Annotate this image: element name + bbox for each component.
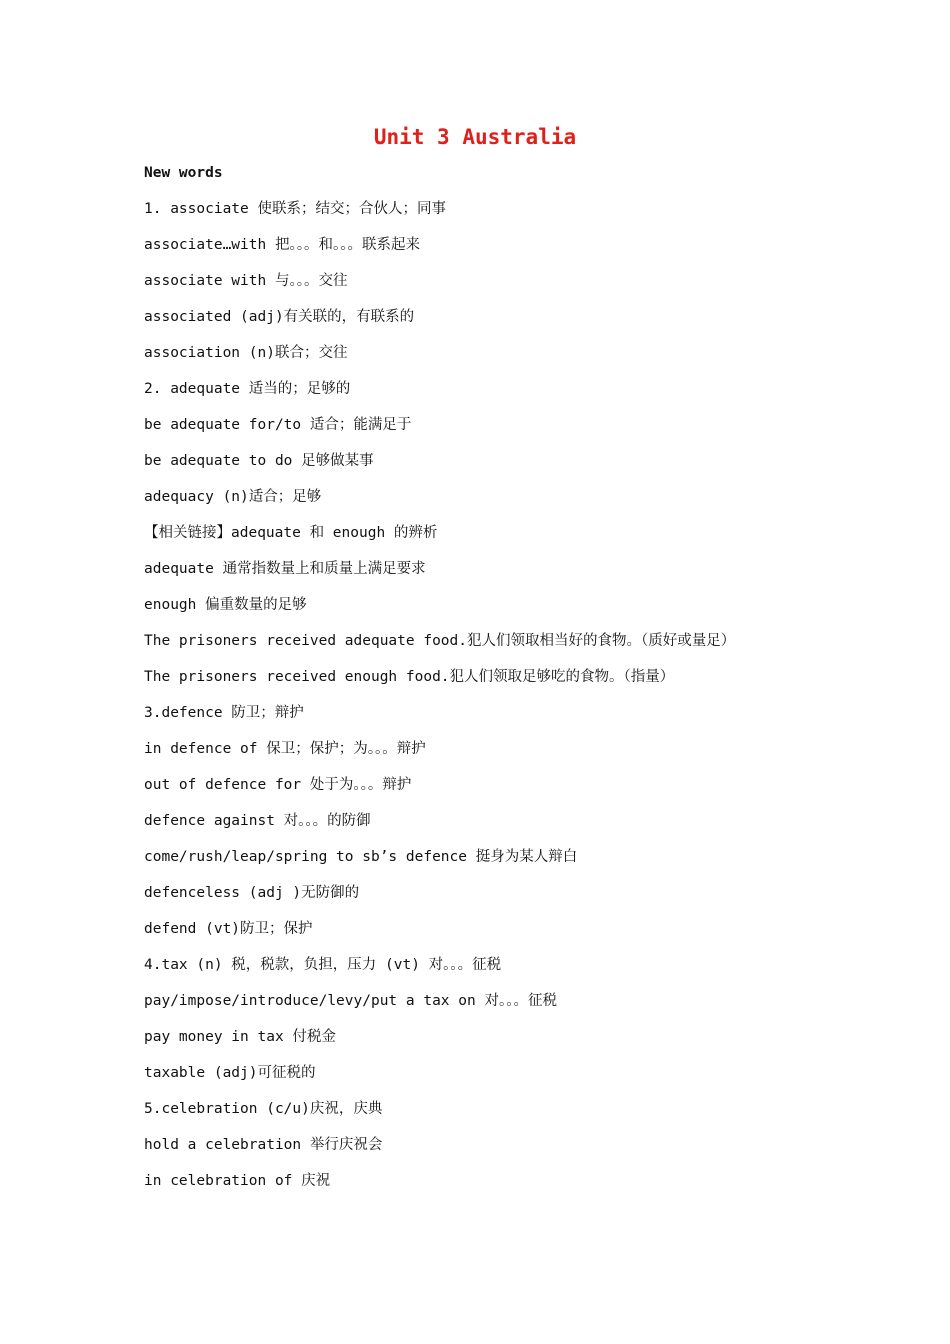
text-line: come/rush/leap/spring to sb’s defence 挺身为某人辩白 [144, 849, 578, 865]
text-line: be adequate to do 足够做某事 [144, 453, 374, 469]
text-line: defenceless (adj )无防御的 [144, 885, 360, 901]
text-line: out of defence for 处于为。。。辩护 [144, 777, 412, 793]
text-line: 2. adequate 适当的；足够的 [144, 381, 351, 397]
document-title: Unit 3 Australia [373, 125, 577, 149]
text-line: enough 偏重数量的足够 [144, 597, 307, 613]
text-line: associate with 与。。。交往 [144, 273, 348, 289]
text-line: adequate 通常指数量上和质量上满足要求 [144, 561, 426, 577]
text-line: 【相关链接】adequate 和 enough 的辨析 [144, 525, 438, 541]
text-line: 3.defence 防卫；辩护 [144, 705, 304, 721]
text-line: taxable (adj)可征税的 [144, 1065, 316, 1081]
section-heading: New words [144, 165, 223, 181]
text-line: 4.tax (n) 税，税款，负担，压力 (vt) 对。。。征税 [144, 957, 502, 973]
text-line: associate…with 把。。。和。。。联系起来 [144, 237, 420, 253]
text-line: The prisoners received adequate food.犯人们领取相当好的食物。（质好或量足） [144, 633, 736, 649]
text-line: in defence of 保卫；保护；为。。。辩护 [144, 741, 426, 757]
text-line: associated (adj)有关联的，有联系的 [144, 309, 415, 325]
text-line: in celebration of 庆祝 [144, 1173, 331, 1189]
text-line: adequacy (n)适合；足够 [144, 489, 322, 505]
text-line: pay/impose/introduce/levy/put a tax on 对。。。征税 [144, 993, 557, 1009]
text-line: pay money in tax 付税金 [144, 1029, 336, 1045]
text-line: be adequate for/to 适合；能满足于 [144, 417, 412, 433]
text-line: 1. associate 使联系；结交；合伙人；同事 [144, 201, 446, 217]
vocabulary-list [144, 197, 844, 1205]
text-line: hold a celebration 举行庆祝会 [144, 1137, 383, 1153]
text-line: defend (vt)防卫；保护 [144, 921, 313, 937]
text-line: defence against 对。。。的防御 [144, 813, 371, 829]
text-line: The prisoners received enough food.犯人们领取足够吃的食物。（指量） [144, 669, 675, 685]
text-line: association (n)联合；交往 [144, 345, 348, 361]
text-line: 5.celebration (c/u)庆祝，庆典 [144, 1101, 383, 1117]
